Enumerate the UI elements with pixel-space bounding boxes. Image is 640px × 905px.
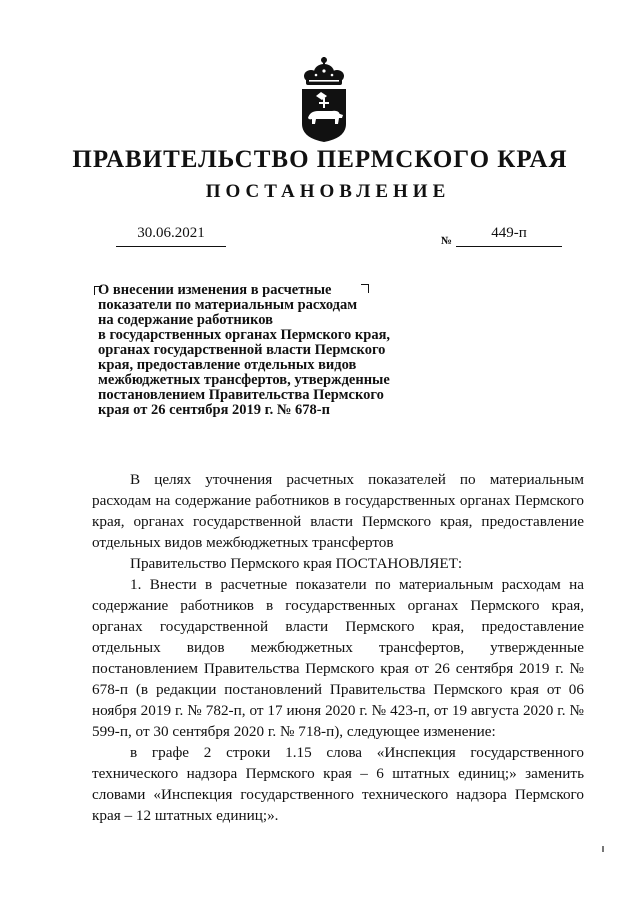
scan-mark [602,846,604,852]
number-underline [456,246,562,247]
subject-line: в государственных органах Пермского края, [98,327,391,343]
document-date: 30.06.2021 [137,225,205,241]
government-title: ПРАВИТЕЛЬСТВО ПЕРМСКОГО КРАЯ [72,146,568,173]
perm-krai-coat-of-arms-icon [294,56,354,144]
subject-line: края от 26 сентября 2019 г. № 678-п [98,402,330,418]
subject-line: органах государственной власти Пермского [98,342,386,358]
body-paragraph: В целях уточнения расчетных показателей по материальным расходам на содержание работников в государственных органах Пермского края, органах государственной власти Пермского края, предоставление отдельных видов межбюджетных трансфертов [92,471,584,551]
subject-line: постановлением Правительства Пермского [98,387,384,403]
body-paragraph: Правительство Пермского края ПОСТАНОВЛЯЕТ: [130,555,463,572]
subject-line: О внесении изменения в расчетные [98,282,332,298]
body-paragraph: 1. Внести в расчетные показатели по материальным расходам на содержание работников в государственных органах Пермского края, органах государственной власти Пермского края, предоставление отдельных видов межбюджетных трансфертов, утвержденные постановлением Правительства Пермского края от 26 сентября 2019 г. № 678-п (в редакции постановлений Правительства Пермского края от 06 ноября 2019 г. № 782-п, от 17 июня 2020 г. № 423-п, от 19 августа 2020 г. № 599-п, от 30 сентября 2020 г. № 718-п), следующее изменение: [92,576,584,740]
document-number: 449-п [491,225,527,241]
subject-line: края, предоставление отдельных видов [98,357,357,373]
document-body [92,469,584,826]
body-paragraph: в графе 2 строки 1.15 слова «Инспекция государственного технического надзора Пермского края – 6 штатных единиц;» заменить словами «Инспекция государственного технического надзора Пермского края – 12 штатных единиц;». [92,744,584,824]
date-underline [116,246,226,247]
document-subject [98,283,418,418]
number-sign: № [441,235,453,247]
subject-line: на содержание работников [98,312,274,328]
subject-line: показатели по материальным расходам [98,297,358,313]
document-type: ПОСТАНОВЛЕНИЕ [205,181,451,202]
subject-line: межбюджетных трансфертов, утвержденные [98,372,390,388]
